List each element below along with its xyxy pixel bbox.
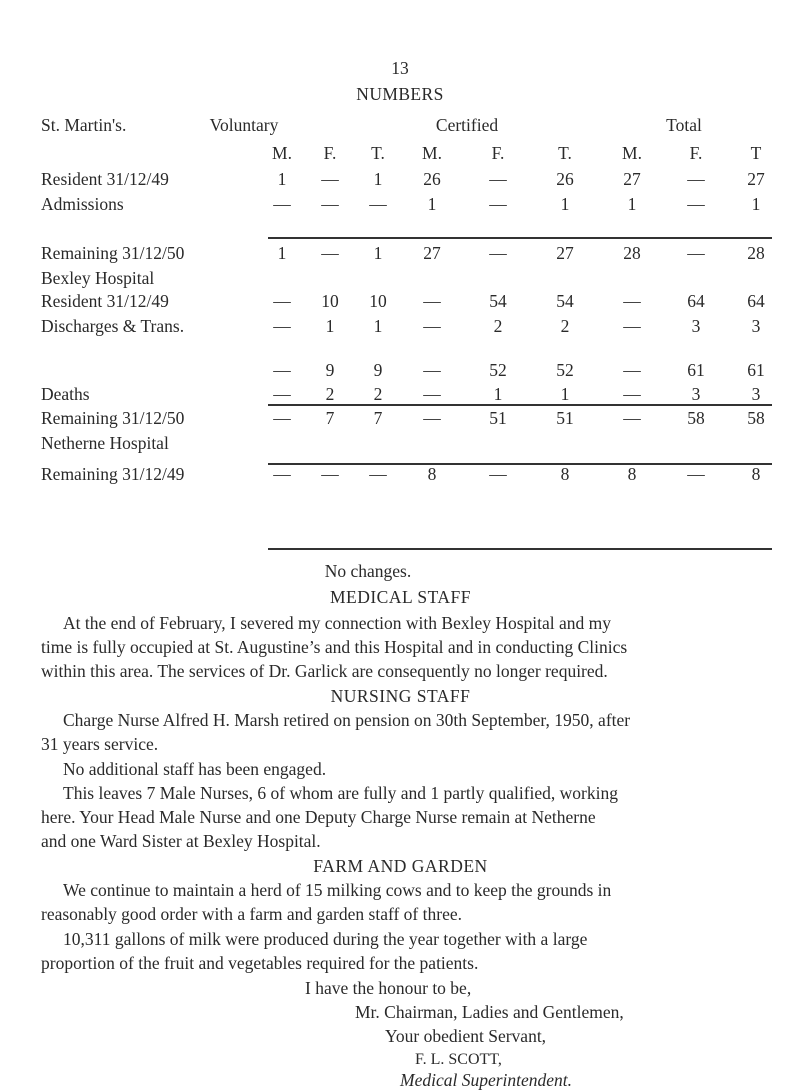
table-cell: 52 <box>556 360 574 380</box>
table-cell: 3 <box>751 384 761 404</box>
medical-staff-line: within this area. The services of Dr. Garlick are consequently no longer required. <box>41 661 608 681</box>
farm-garden-line: proportion of the fruit and vegetables required for the patients. <box>41 953 479 973</box>
table-cell: 1 <box>325 316 335 336</box>
table-cell: — <box>623 384 641 404</box>
table-cell: — <box>423 360 441 380</box>
row-label: Discharges & Trans. <box>41 316 185 336</box>
column-header: M. <box>622 143 642 163</box>
table-cell: 1 <box>751 194 761 214</box>
table-cell: 1 <box>373 169 383 189</box>
table-cell: 8 <box>560 464 570 484</box>
group-header-total: Total <box>666 115 702 135</box>
table-cell: — <box>423 408 441 428</box>
nursing-staff-line: This leaves 7 Male Nurses, 6 of whom are fully and 1 partly qualified, working <box>63 783 619 803</box>
table-cell: 1 <box>427 194 437 214</box>
table-cell: 3 <box>691 316 701 336</box>
table-cell: — <box>423 384 441 404</box>
page-title: NUMBERS <box>356 84 444 104</box>
column-header: F. <box>689 143 703 163</box>
table-cell: 28 <box>623 243 641 263</box>
table-cell: — <box>687 243 705 263</box>
table-cell: 3 <box>691 384 701 404</box>
row-label: Resident 31/12/49 <box>41 169 169 189</box>
table-cell: 1 <box>627 194 637 214</box>
table-cell: 8 <box>751 464 761 484</box>
table-cell: — <box>369 194 387 214</box>
table-cell: 27 <box>556 243 574 263</box>
table-cell: — <box>321 243 339 263</box>
table-cell: 28 <box>747 243 765 263</box>
table-cell: — <box>687 464 705 484</box>
table-cell: — <box>321 464 339 484</box>
medical-staff-line: At the end of February, I severed my connection with Bexley Hospital and my <box>63 613 612 633</box>
table-cell: — <box>687 169 705 189</box>
table-rule <box>268 237 772 239</box>
table-cell: — <box>423 291 441 311</box>
table-cell: 8 <box>427 464 437 484</box>
row-label: Remaining 31/12/50 <box>41 243 185 263</box>
column-header: T. <box>371 143 385 163</box>
table-cell: 64 <box>687 291 705 311</box>
table-cell: — <box>273 291 291 311</box>
table-cell: — <box>623 316 641 336</box>
table-cell: 1 <box>493 384 503 404</box>
table-cell: 58 <box>687 408 705 428</box>
table-cell: 3 <box>751 316 761 336</box>
table-cell: 10 <box>369 291 387 311</box>
table-cell: 7 <box>325 408 335 428</box>
table-cell: 2 <box>493 316 503 336</box>
nursing-staff-line: here. Your Head Male Nurse and one Deputy Charge Nurse remain at Netherne <box>41 807 596 827</box>
table-cell: 1 <box>560 194 570 214</box>
column-header: F. <box>323 143 337 163</box>
closing-line: Mr. Chairman, Ladies and Gentlemen, <box>355 1002 624 1022</box>
farm-garden-line: We continue to maintain a herd of 15 milking cows and to keep the grounds in <box>63 880 612 900</box>
table-cell: — <box>273 316 291 336</box>
table-cell: — <box>273 464 291 484</box>
signature: F. L. SCOTT, <box>415 1051 502 1068</box>
table-cell: 58 <box>747 408 765 428</box>
row-label: Admissions <box>41 194 124 214</box>
table-cell: 1 <box>277 169 287 189</box>
group-header-voluntary: Voluntary <box>209 115 279 135</box>
table-cell: 1 <box>277 243 287 263</box>
medical-staff-line: time is fully occupied at St. Augustine’s and this Hospital and in conducting Clinics <box>41 637 628 657</box>
table-cell: 1 <box>373 243 383 263</box>
table-rule <box>268 463 772 465</box>
column-header: T. <box>558 143 572 163</box>
table-cell: 1 <box>560 384 570 404</box>
closing-line: Your obedient Servant, <box>385 1026 547 1046</box>
table-cell: 51 <box>556 408 574 428</box>
group-header-certified: Certified <box>435 115 499 135</box>
farm-garden-heading: FARM AND GARDEN <box>313 856 488 876</box>
table-cell: — <box>489 169 507 189</box>
medical-staff-heading: MEDICAL STAFF <box>329 587 472 607</box>
farm-garden-line: reasonably good order with a farm and garden staff of three. <box>41 904 462 924</box>
table-cell: 9 <box>325 360 335 380</box>
row-label: Remaining 31/12/49 <box>41 464 185 484</box>
row-label: Netherne Hospital <box>41 433 169 453</box>
table-cell: — <box>489 194 507 214</box>
table-cell: 64 <box>747 291 765 311</box>
table-rule <box>268 404 772 406</box>
table-cell: 27 <box>623 169 641 189</box>
nursing-staff-heading: NURSING STAFF <box>330 686 471 706</box>
table-cell: 7 <box>373 408 383 428</box>
table-cell: 10 <box>321 291 339 311</box>
table-cell: — <box>489 243 507 263</box>
section-label: St. Martin's. <box>41 115 127 135</box>
page-number: 13 <box>391 58 409 78</box>
table-cell: — <box>623 291 641 311</box>
table-cell: 61 <box>747 360 765 380</box>
table-cell: — <box>489 464 507 484</box>
table-cell: 9 <box>373 360 383 380</box>
table-cell: — <box>273 384 291 404</box>
table-cell: 27 <box>747 169 765 189</box>
table-cell: — <box>623 408 641 428</box>
nursing-staff-line: 31 years service. <box>41 734 159 754</box>
table-cell: 61 <box>687 360 705 380</box>
row-label: Resident 31/12/49 <box>41 291 169 311</box>
closing-line: I have the honour to be, <box>305 978 472 998</box>
table-cell: 2 <box>325 384 335 404</box>
table-cell: — <box>273 360 291 380</box>
nursing-staff-line: No additional staff has been engaged. <box>63 759 327 779</box>
table-cell: 1 <box>373 316 383 336</box>
table-cell: — <box>369 464 387 484</box>
table-cell: 51 <box>489 408 507 428</box>
table-cell: 54 <box>556 291 574 311</box>
row-label: Remaining 31/12/50 <box>41 408 185 428</box>
table-cell: 52 <box>489 360 507 380</box>
farm-garden-line: 10,311 gallons of milk were produced during the year together with a large <box>63 929 588 949</box>
row-label: Deaths <box>41 384 90 404</box>
column-header: T <box>750 143 762 163</box>
table-cell: — <box>423 316 441 336</box>
row-label: Bexley Hospital <box>41 268 155 288</box>
table-cell: — <box>273 408 291 428</box>
table-cell: — <box>273 194 291 214</box>
table-cell: 8 <box>627 464 637 484</box>
table-cell: 54 <box>489 291 507 311</box>
table-cell: — <box>623 360 641 380</box>
table-cell: 26 <box>556 169 574 189</box>
column-header: M. <box>272 143 292 163</box>
column-header: M. <box>422 143 442 163</box>
column-header: F. <box>491 143 505 163</box>
position-title: Medical Superintendent. <box>400 1070 573 1090</box>
no-changes-note: No changes. <box>324 561 412 581</box>
table-cell: 2 <box>560 316 570 336</box>
table-cell: 27 <box>423 243 441 263</box>
table-cell: 2 <box>373 384 383 404</box>
nursing-staff-line: Charge Nurse Alfred H. Marsh retired on pension on 30th September, 1950, after <box>63 710 631 730</box>
table-rule <box>268 548 772 550</box>
table-cell: 26 <box>423 169 441 189</box>
nursing-staff-line: and one Ward Sister at Bexley Hospital. <box>41 831 321 851</box>
table-cell: — <box>687 194 705 214</box>
table-cell: — <box>321 169 339 189</box>
table-cell: — <box>321 194 339 214</box>
